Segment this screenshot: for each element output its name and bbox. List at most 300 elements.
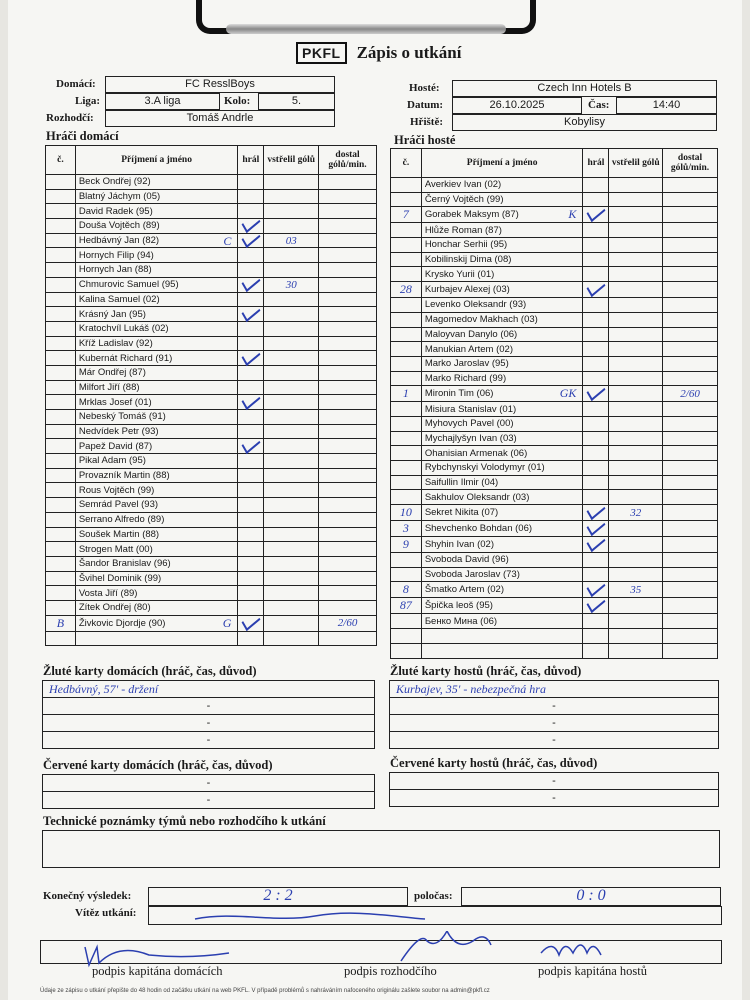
scored-cell	[609, 475, 663, 490]
played-cell	[583, 356, 609, 371]
player-name	[421, 643, 583, 658]
player-name: Strogen Matt (00)	[75, 542, 238, 557]
player-row	[46, 277, 377, 292]
player-number	[391, 416, 422, 431]
player-number	[391, 402, 422, 417]
player-number	[46, 439, 76, 454]
col-scored: vstřelil gólů	[609, 149, 663, 178]
player-name: Manukian Artem (02)	[421, 342, 583, 357]
away-team-field: Czech Inn Hotels B	[452, 80, 717, 97]
player-row	[391, 614, 718, 629]
player-row	[46, 175, 377, 190]
player-row	[46, 468, 377, 483]
player-name: Beck Ondřej (92)	[75, 175, 238, 190]
player-name: Ohanisian Armenak (06)	[421, 446, 583, 461]
player-row	[391, 553, 718, 568]
player-number	[391, 461, 422, 476]
card-entry: -	[43, 732, 375, 749]
player-number	[391, 490, 422, 505]
conceded-cell	[319, 175, 377, 190]
scored-cell	[264, 175, 319, 190]
played-cell	[238, 571, 264, 586]
player-name: Rous Vojtěch (99)	[75, 483, 238, 498]
played-cell	[238, 321, 264, 336]
player-name: Blatný Jáchym (05)	[75, 189, 238, 204]
card-entry: -	[43, 715, 375, 732]
player-row	[391, 582, 718, 598]
player-row	[391, 178, 718, 193]
conceded-cell	[663, 416, 718, 431]
away-red-title: Červené karty hostů (hráč, čas, důvod)	[390, 756, 598, 770]
conceded-cell	[663, 312, 718, 327]
player-row	[391, 521, 718, 537]
player-name: Soušek Martin (88)	[75, 527, 238, 542]
player-name: Maloyvan Danylo (06)	[421, 327, 583, 342]
conceded-cell	[663, 371, 718, 386]
col-name: Příjmení a jméno	[75, 146, 238, 175]
time-label: Čas:	[588, 99, 610, 111]
col-no: č.	[46, 146, 76, 175]
col-conceded: dostal gólů/min.	[319, 146, 377, 175]
player-name: Vosta Jiří (89)	[75, 586, 238, 601]
league-field: 3.A liga	[105, 93, 220, 110]
scored-cell	[264, 424, 319, 439]
conceded-cell	[663, 461, 718, 476]
player-name: Magomedov Makhach (03)	[421, 312, 583, 327]
played-cell	[238, 542, 264, 557]
player-number	[391, 371, 422, 386]
player-row	[391, 629, 718, 644]
conceded-cell	[663, 446, 718, 461]
player-row	[46, 615, 377, 631]
player-number	[46, 468, 76, 483]
card-entry: -	[43, 698, 375, 715]
player-number	[46, 498, 76, 513]
player-name: Nebeský Tomáš (91)	[75, 410, 238, 425]
conceded-cell	[319, 292, 377, 307]
pitch-label: Hřiště:	[410, 116, 443, 128]
player-name: Semrád Pavel (93)	[75, 498, 238, 513]
player-number	[391, 312, 422, 327]
scored-cell	[264, 542, 319, 557]
player-name: Marko Jaroslav (95)	[421, 356, 583, 371]
player-number: 87	[391, 598, 422, 614]
player-name: Svoboda David (96)	[421, 553, 583, 568]
scored-cell	[264, 615, 319, 631]
played-cell	[238, 512, 264, 527]
played-cell	[583, 238, 609, 253]
conceded-cell	[319, 233, 377, 248]
scored-cell	[609, 567, 663, 582]
scored-cell	[264, 321, 319, 336]
home-red-table	[42, 774, 375, 809]
conceded-cell	[663, 614, 718, 629]
player-row	[391, 386, 718, 402]
scored-cell	[264, 631, 319, 646]
played-cell	[238, 410, 264, 425]
player-number	[46, 336, 76, 351]
scored-cell	[609, 461, 663, 476]
player-row	[46, 263, 377, 278]
scored-cell: 03	[264, 233, 319, 248]
player-number	[391, 252, 422, 267]
home-label: Domácí:	[56, 78, 96, 90]
scored-cell	[609, 356, 663, 371]
conceded-cell	[663, 567, 718, 582]
played-cell	[238, 365, 264, 380]
player-row	[391, 598, 718, 614]
player-row	[46, 631, 377, 646]
player-name: Kratochvíl Lukáš (02)	[75, 321, 238, 336]
player-number	[391, 553, 422, 568]
player-number	[46, 586, 76, 601]
player-name: Myhovych Pavel (00)	[421, 416, 583, 431]
col-played: hrál	[583, 149, 609, 178]
scored-cell	[609, 282, 663, 298]
player-number	[391, 223, 422, 238]
card-entry: -	[390, 715, 719, 732]
player-number	[46, 307, 76, 322]
player-number: 1	[391, 386, 422, 402]
conceded-cell	[319, 263, 377, 278]
card-entry: -	[390, 773, 719, 790]
sheet-title: Zápis o utkání	[356, 43, 462, 62]
scored-cell	[609, 238, 663, 253]
conceded-cell	[663, 402, 718, 417]
played-cell	[238, 586, 264, 601]
scored-cell	[609, 490, 663, 505]
conceded-cell	[319, 380, 377, 395]
player-name: Sekret Nikita (07)	[421, 505, 583, 521]
scored-cell	[264, 263, 319, 278]
player-note: K	[568, 207, 577, 222]
col-no: č.	[391, 149, 422, 178]
played-cell	[583, 342, 609, 357]
conceded-cell	[663, 598, 718, 614]
played-cell	[238, 498, 264, 513]
conceded-cell	[663, 537, 718, 553]
player-number	[46, 395, 76, 410]
player-row	[391, 490, 718, 505]
played-cell	[583, 431, 609, 446]
scored-cell	[609, 598, 663, 614]
conceded-cell	[663, 643, 718, 658]
played-cell	[583, 386, 609, 402]
player-number: 3	[391, 521, 422, 537]
player-number	[391, 643, 422, 658]
conceded-cell	[663, 207, 718, 223]
scored-cell	[609, 521, 663, 537]
scored-cell	[264, 468, 319, 483]
scored-cell	[264, 586, 319, 601]
played-cell	[238, 615, 264, 631]
conceded-cell	[663, 223, 718, 238]
conceded-cell	[663, 582, 718, 598]
final-result-field: 2 : 2	[148, 887, 408, 906]
home-yellow-title: Žluté karty domácích (hráč, čas, důvod)	[43, 664, 257, 678]
player-number: 10	[391, 505, 422, 521]
player-number	[46, 365, 76, 380]
player-note: GK	[559, 386, 577, 401]
played-cell	[238, 527, 264, 542]
winner-label: Vítěz utkání:	[75, 907, 137, 919]
home-red-title: Červené karty domácích (hráč, čas, důvod)	[43, 758, 273, 772]
away-captain-signature-label: podpis kapitána hostů	[538, 964, 648, 978]
player-number	[391, 431, 422, 446]
scored-cell	[609, 312, 663, 327]
home-yellow-table	[42, 680, 375, 749]
scored-cell	[264, 292, 319, 307]
player-name: Černý Vojtěch (99)	[421, 192, 583, 207]
player-row	[391, 267, 718, 282]
player-note: G	[222, 615, 232, 630]
player-row	[46, 439, 377, 454]
away-red-table	[389, 772, 719, 807]
player-row	[46, 454, 377, 469]
notes-box	[42, 830, 720, 868]
player-row	[46, 395, 377, 410]
away-label: Hosté:	[409, 82, 440, 94]
player-name: Kříž Ladislav (92)	[75, 336, 238, 351]
player-row	[46, 380, 377, 395]
player-row	[391, 446, 718, 461]
player-name	[75, 631, 238, 646]
scored-cell	[264, 483, 319, 498]
conceded-cell	[663, 356, 718, 371]
conceded-cell	[663, 431, 718, 446]
played-cell	[583, 629, 609, 644]
player-name: Shevchenko Bohdan (06)	[421, 521, 583, 537]
half-time-label: poločas:	[414, 890, 453, 902]
player-number	[391, 356, 422, 371]
player-name: Šandor Branislav (96)	[75, 556, 238, 571]
scored-cell: 32	[609, 505, 663, 521]
player-row	[46, 365, 377, 380]
scored-cell	[609, 223, 663, 238]
home-team-field: FC ResslBoys	[105, 76, 335, 93]
player-name: Misiura Stanislav (01)	[421, 402, 583, 417]
player-number	[391, 614, 422, 629]
player-number	[391, 342, 422, 357]
player-number	[391, 475, 422, 490]
conceded-cell	[319, 542, 377, 557]
player-row	[46, 600, 377, 615]
player-row	[46, 219, 377, 234]
referee-field: Tomáš Andrle	[105, 110, 335, 127]
conceded-cell	[319, 277, 377, 292]
player-name: Rybchynskyi Volodymyr (01)	[421, 461, 583, 476]
home-players-title: Hráči domácí	[46, 129, 119, 143]
scored-cell	[609, 553, 663, 568]
player-row	[391, 475, 718, 490]
played-cell	[238, 483, 264, 498]
player-name: Hornych Jan (88)	[75, 263, 238, 278]
played-cell	[238, 454, 264, 469]
player-number: 9	[391, 537, 422, 553]
player-row	[391, 207, 718, 223]
player-name: Svoboda Jaroslav (73)	[421, 567, 583, 582]
conceded-cell	[663, 252, 718, 267]
conceded-cell	[319, 468, 377, 483]
player-name: Milfort Jiří (88)	[75, 380, 238, 395]
player-name: Marko Richard (99)	[421, 371, 583, 386]
played-cell	[583, 553, 609, 568]
conceded-cell	[319, 189, 377, 204]
player-number	[46, 263, 76, 278]
player-number	[46, 631, 76, 646]
played-cell	[583, 327, 609, 342]
player-name: Honchar Serhii (95)	[421, 238, 583, 253]
player-row	[46, 498, 377, 513]
player-number	[46, 556, 76, 571]
played-cell	[238, 307, 264, 322]
player-name: Kubernát Richard (91)	[75, 351, 238, 366]
referee-label: Rozhodčí:	[46, 112, 94, 124]
player-row	[46, 292, 377, 307]
conceded-cell	[319, 336, 377, 351]
scored-cell	[609, 537, 663, 553]
scored-cell: 35	[609, 582, 663, 598]
player-row	[46, 248, 377, 263]
conceded-cell: 2/60	[663, 386, 718, 402]
conceded-cell	[319, 219, 377, 234]
played-cell	[583, 598, 609, 614]
conceded-cell	[319, 439, 377, 454]
scored-cell	[609, 629, 663, 644]
scored-cell	[264, 248, 319, 263]
player-name: Kobilinskij Dima (08)	[421, 252, 583, 267]
scored-cell	[264, 395, 319, 410]
played-cell	[238, 175, 264, 190]
player-number	[46, 189, 76, 204]
conceded-cell: 2/60	[319, 615, 377, 631]
player-row	[391, 431, 718, 446]
player-name: Már Ondřej (87)	[75, 365, 238, 380]
player-row	[46, 336, 377, 351]
player-name: Pikal Adam (95)	[75, 454, 238, 469]
card-entry: -	[43, 792, 375, 809]
winner-field	[148, 906, 722, 925]
player-row	[46, 321, 377, 336]
player-number	[46, 424, 76, 439]
scored-cell	[609, 327, 663, 342]
round-field: 5.	[258, 93, 335, 110]
player-name: Krásný Jan (95)	[75, 307, 238, 322]
conceded-cell	[319, 631, 377, 646]
played-cell	[238, 248, 264, 263]
player-number	[391, 238, 422, 253]
notes-title: Technické poznámky týmů nebo rozhodčího k utkání	[43, 814, 326, 828]
col-played: hrál	[238, 146, 264, 175]
player-name: Živkovic Djordje (90) G	[75, 615, 238, 631]
played-cell	[583, 614, 609, 629]
player-number	[46, 277, 76, 292]
scored-cell	[609, 614, 663, 629]
player-row	[391, 461, 718, 476]
player-row	[391, 643, 718, 658]
player-name: Provazník Martin (88)	[75, 468, 238, 483]
player-name: Hedbávný Jan (82) C	[75, 233, 238, 248]
player-row	[391, 192, 718, 207]
player-row	[391, 371, 718, 386]
player-name: Douša Vojtěch (89)	[75, 219, 238, 234]
played-cell	[583, 282, 609, 298]
player-row	[391, 537, 718, 553]
player-number	[391, 327, 422, 342]
conceded-cell	[663, 238, 718, 253]
winner-scribble	[155, 907, 715, 924]
played-cell	[238, 468, 264, 483]
player-row	[391, 342, 718, 357]
player-name: Gorabek Maksym (87) K	[421, 207, 583, 223]
player-number	[46, 204, 76, 219]
away-players-table	[390, 148, 718, 659]
home-players-table	[45, 145, 377, 646]
played-cell	[583, 475, 609, 490]
scored-cell	[264, 351, 319, 366]
player-number: B	[46, 615, 76, 631]
home-captain-signature-label: podpis kapitána domácích	[92, 964, 223, 978]
player-row	[46, 233, 377, 248]
player-row	[46, 204, 377, 219]
conceded-cell	[663, 282, 718, 298]
col-name: Příjmení a jméno	[421, 149, 583, 178]
conceded-cell	[319, 483, 377, 498]
conceded-cell	[319, 321, 377, 336]
player-row	[391, 356, 718, 371]
away-yellow-table	[389, 680, 719, 749]
played-cell	[238, 439, 264, 454]
conceded-cell	[663, 629, 718, 644]
player-number	[46, 527, 76, 542]
scored-cell	[609, 267, 663, 282]
played-cell	[238, 395, 264, 410]
pitch-field: Kobylisy	[452, 114, 717, 131]
scored-cell	[264, 219, 319, 234]
conceded-cell	[663, 298, 718, 313]
conceded-cell	[319, 204, 377, 219]
scored-cell	[264, 189, 319, 204]
player-row	[391, 505, 718, 521]
card-entry: Hedbávný, 57' - držení	[43, 681, 375, 698]
conceded-cell	[663, 178, 718, 193]
conceded-cell	[663, 267, 718, 282]
scored-cell	[264, 380, 319, 395]
played-cell	[583, 207, 609, 223]
player-row	[46, 586, 377, 601]
clipboard-clip	[196, 0, 536, 44]
player-name: Hornych Filip (94)	[75, 248, 238, 263]
player-row	[46, 512, 377, 527]
player-number	[46, 571, 76, 586]
player-name: Shyhin Ivan (02)	[421, 537, 583, 553]
half-time-field: 0 : 0	[461, 887, 721, 906]
played-cell	[583, 446, 609, 461]
conceded-cell	[319, 365, 377, 380]
played-cell	[583, 312, 609, 327]
conceded-cell	[319, 424, 377, 439]
player-number	[46, 542, 76, 557]
card-entry: -	[390, 732, 719, 749]
footer-note: Údaje ze zápisu o utkání přepište do 48 hodin od začátku utkání na web PKFL. V případě problémů s nahráváním nafoceného originálu zašlete soubor na admin@pkfl.cz	[40, 988, 490, 994]
player-row	[46, 424, 377, 439]
scored-cell	[264, 454, 319, 469]
col-conceded: dostal gólů/min.	[663, 149, 718, 178]
scored-cell	[609, 342, 663, 357]
player-name: Krysko Yurii (01)	[421, 267, 583, 282]
card-entry: -	[390, 790, 719, 807]
round-label: Kolo:	[224, 95, 251, 107]
